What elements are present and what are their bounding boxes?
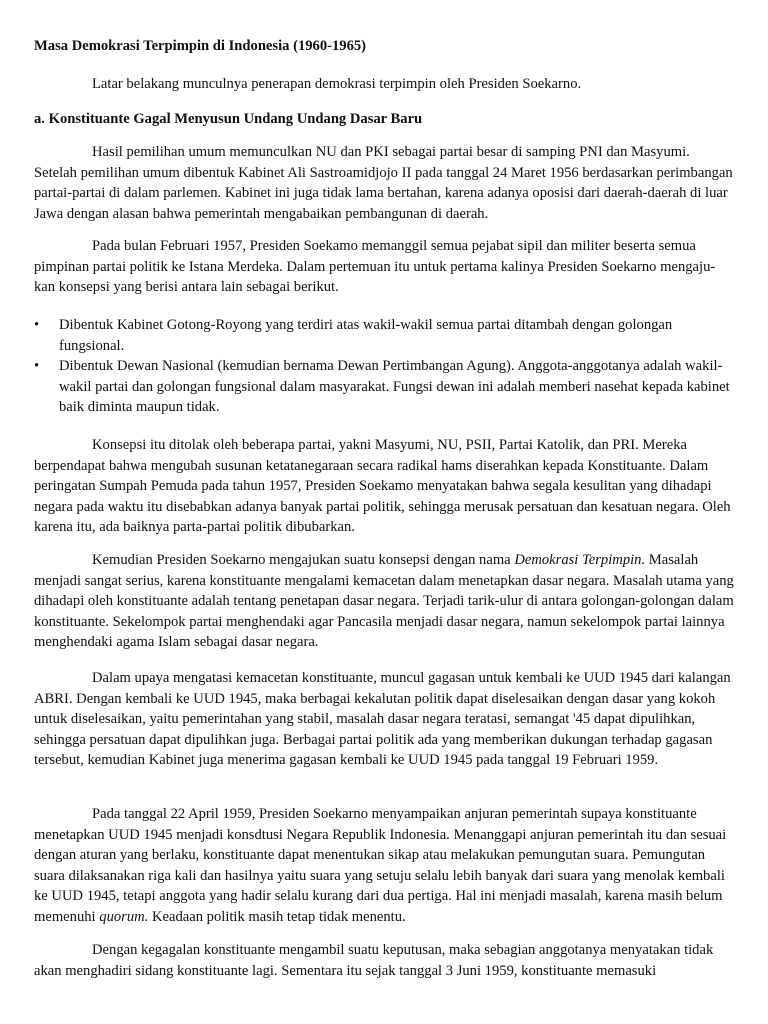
intro-paragraph: Latar belakang munculnya penerapan demokrasi terpimpin oleh Presiden Soekarno. <box>92 76 582 92</box>
paragraph-6-text-b: Keadaan politik masih tetap tidak menentu. <box>148 908 406 925</box>
demokrasi-terpimpin-emphasis: Demokrasi Terpimpin. <box>514 552 646 568</box>
paragraph-3 <box>34 435 734 538</box>
section-a-heading: a. Konstituante Gagal Menyusun Undang Undang Dasar Baru <box>34 111 423 127</box>
bullet-text: Dibentuk Kabinet Gotong-Royong yang terdiri atas wakil-wakil semua partai ditambah dengan golongan fungsional. <box>59 317 673 354</box>
bullet-icon: • <box>34 317 40 333</box>
paragraph-4 <box>34 550 734 653</box>
paragraph-5: Dalam upaya mengatasi kemacetan konstituante, muncul gagasan untuk kembali ke UUD 1945 dari kalangan ABRI. Dengan kembali ke UUD 1945, maka berbagai kekalutan politik dapat diselesaikan dengan dasar yang kokoh untuk diselesaikan, yaitu pemerintahan yang stabil, masalah dasar negara teratasi, semangat '45 dapat dipulihkan, sehingga persatuan dapat dipulihkan juga. Berbagai partai politik ada yang memberikan dukungan terhadap gagasan tersebut, kemudian Kabinet juga menerima gagasan kembali ke UUD 1945 pada tanggal 19 Februari 1959. <box>34 670 731 769</box>
paragraph-2: Pada bulan Februari 1957, Presiden Soekamo memanggil semua pejabat sipil dan militer beserta semua pimpinan partai politik ke Istana Merdeka. Dalam pertemuan itu untuk pertama kalinya Presiden Soekarno mengaju-kan konsepsi yang berisi antara lain sebagai berikut. <box>34 238 716 296</box>
bullet-text: Dibentuk Dewan Nasional (kemudian bernama Dewan Pertimbangan Agung). Anggota-anggotanya adalah wakil-wakil partai dan golongan fungsional dalam masyarakat. Fungsi dewan ini adalah memberi nasehat kepada kabinet baik diminta maupun tidak. <box>59 358 730 416</box>
paragraph-6-text-a: Pada tanggal 22 April 1959, Presiden Soekarno menyampaikan anjuran pemerintah supaya konstituante menetapkan UUD 1945 menjadi konsdtusi Negara Republik Indonesia. Menanggapi anjuran pemerintah itu dan sesuai dengan aturan yang berlaku, konstituante dapat menentukan sikap atau melakukan pemungutan suara. Pemungutan suara dilaksanakan riga kali dan hasilnya yaitu suara yang setuju selalu lebih banyak dari suara yang menolak kembali ke UUD 1945, tetapi anggota yang hadir selalu kurang dari dua pertiga. Hal ini menjadi masalah, karena masih belum memenuhi <box>34 806 727 925</box>
paragraph-6 <box>34 804 734 928</box>
bullet-icon: • <box>34 358 40 375</box>
bullet-item <box>34 315 734 356</box>
paragraph-4-text-a: Kemudian Presiden Soekarno mengajukan suatu konsepsi dengan nama <box>92 552 515 568</box>
bullet-item <box>34 356 734 418</box>
document-title: Masa Demokrasi Terpimpin di Indonesia (1960-1965) <box>34 38 367 54</box>
quorum-emphasis: quorum. <box>99 908 149 925</box>
paragraph-7: Dengan kegagalan konstituante mengambil suatu keputusan, maka sebagian anggotanya menyatakan tidak akan menghadiri sidang konstituante lagi. Sementara itu sejak tanggal 3 Juni 1959, konstituante memasuki <box>34 942 714 979</box>
paragraph-3-text: Konsepsi itu ditolak oleh beberapa partai, yakni Masyumi, NU, PSII, Partai Katolik, dan PRI. Mereka berpendapat bahwa mengubah susunan ketatanegaraan secara radikal hams diserahkan kepada Konstituante. Dalam peringatan Sumpah Pemuda pada tahun 1957, Presiden Soekamo menyatakan bahwa segala kesulitan yang dihadapi negara pada waktu itu disebabkan adanya banyak partai politik, sehingga merusak persatuan dan kesatuan negara. Oleh karena itu, ada baiknya parta-partai politik dibubarkan. <box>34 437 731 536</box>
concept-bullet-list <box>34 315 734 418</box>
paragraph-4-text-b: Masalah menjadi sangat serius, karena konstituante mengalami kemacetan dalam menetapkan dasar negara. Masalah utama yang dihadapi oleh konstituante adalah tentang penetapan dasar negara. Terjadi tarik-ulur di antara golongan-golongan dalam konstituante. Sekelompok partai menghendaki agar Pancasila menjadi dasar negara, namun sekelompok partai lainnya menghendaki agama Islam sebagai dasar negara. <box>34 552 734 651</box>
paragraph-1: Hasil pemilihan umum memunculkan NU dan PKI sebagai partai besar di samping PNI dan Masyumi. Setelah pemilihan umum dibentuk Kabinet Ali Sastroamidjojo II pada tanggal 24 Maret 1956 berdasarkan perimbangan partai-partai di dalam parlemen. Kabinet ini juga tidak lama bertahan, karena adanya oposisi dari daerah-daerah di luar Jawa dengan alasan bahwa pemerintah mengabaikan pembangunan di daerah. <box>34 144 733 222</box>
